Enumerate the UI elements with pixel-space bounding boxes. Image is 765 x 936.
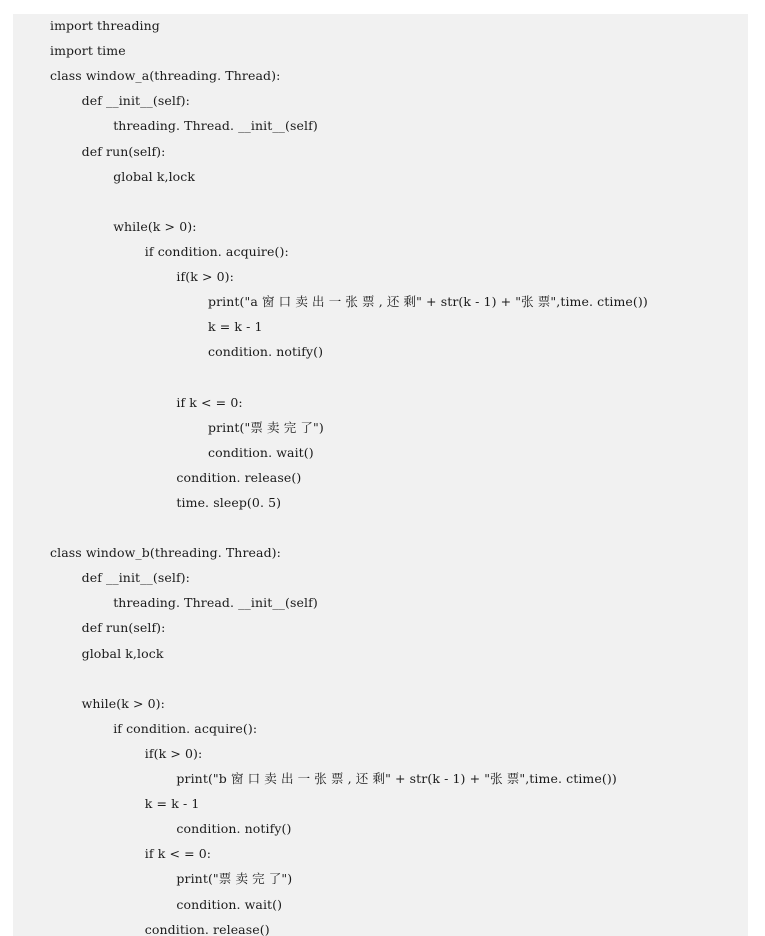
code-listing <box>13 14 748 936</box>
code-line: threading. Thread. __init__(self) <box>113 118 318 134</box>
code-line: condition. notify() <box>176 821 292 837</box>
code-line: while(k > 0): <box>113 218 197 234</box>
code-line: class window_b(threading. Thread): <box>50 545 281 561</box>
code-line: if k < = 0: <box>176 394 243 410</box>
code-line: k = k - 1 <box>208 319 263 335</box>
code-line: def run(self): <box>81 620 166 636</box>
code-line: time. sleep(0. 5) <box>176 494 282 510</box>
code-line: class window_a(threading. Thread): <box>50 68 281 84</box>
code-line: print("b 窗 口 卖 出 一 张 票 , 还 剩" + str(k - 1) + "张 票",time. ctime()) <box>176 771 617 786</box>
code-line: print("票 卖 完 了") <box>208 419 324 435</box>
code-line: condition. release() <box>144 921 270 936</box>
code-line: condition. wait() <box>176 896 283 912</box>
code-line: condition. release() <box>176 469 302 485</box>
code-line: if k < = 0: <box>144 846 212 862</box>
code-line: condition. wait() <box>208 444 314 460</box>
code-line: condition. notify() <box>208 344 324 360</box>
code-line: if condition. acquire(): <box>113 720 258 736</box>
code-line: threading. Thread. __init__(self) <box>113 595 318 611</box>
code-line: def run(self): <box>81 143 166 159</box>
code-line: def __init__(self): <box>81 93 190 109</box>
code-line: if condition. acquire(): <box>144 243 289 259</box>
code-line: global k,lock <box>113 168 196 184</box>
code-line: if(k > 0): <box>176 269 234 284</box>
code-line: k = k - 1 <box>144 796 200 812</box>
code-line: print("a 窗 口 卖 出 一 张 票 , 还 剩" + str(k - 1) + "张 票",time. ctime()) <box>208 294 648 310</box>
code-line: def __init__(self): <box>81 570 190 586</box>
code-line: import threading <box>50 18 160 33</box>
code-line: while(k > 0): <box>81 695 165 711</box>
code-line: global k,lock <box>81 645 164 661</box>
code-line: import time <box>50 43 126 59</box>
code-line: print("票 卖 完 了") <box>176 871 293 887</box>
code-line: if(k > 0): <box>144 745 203 761</box>
